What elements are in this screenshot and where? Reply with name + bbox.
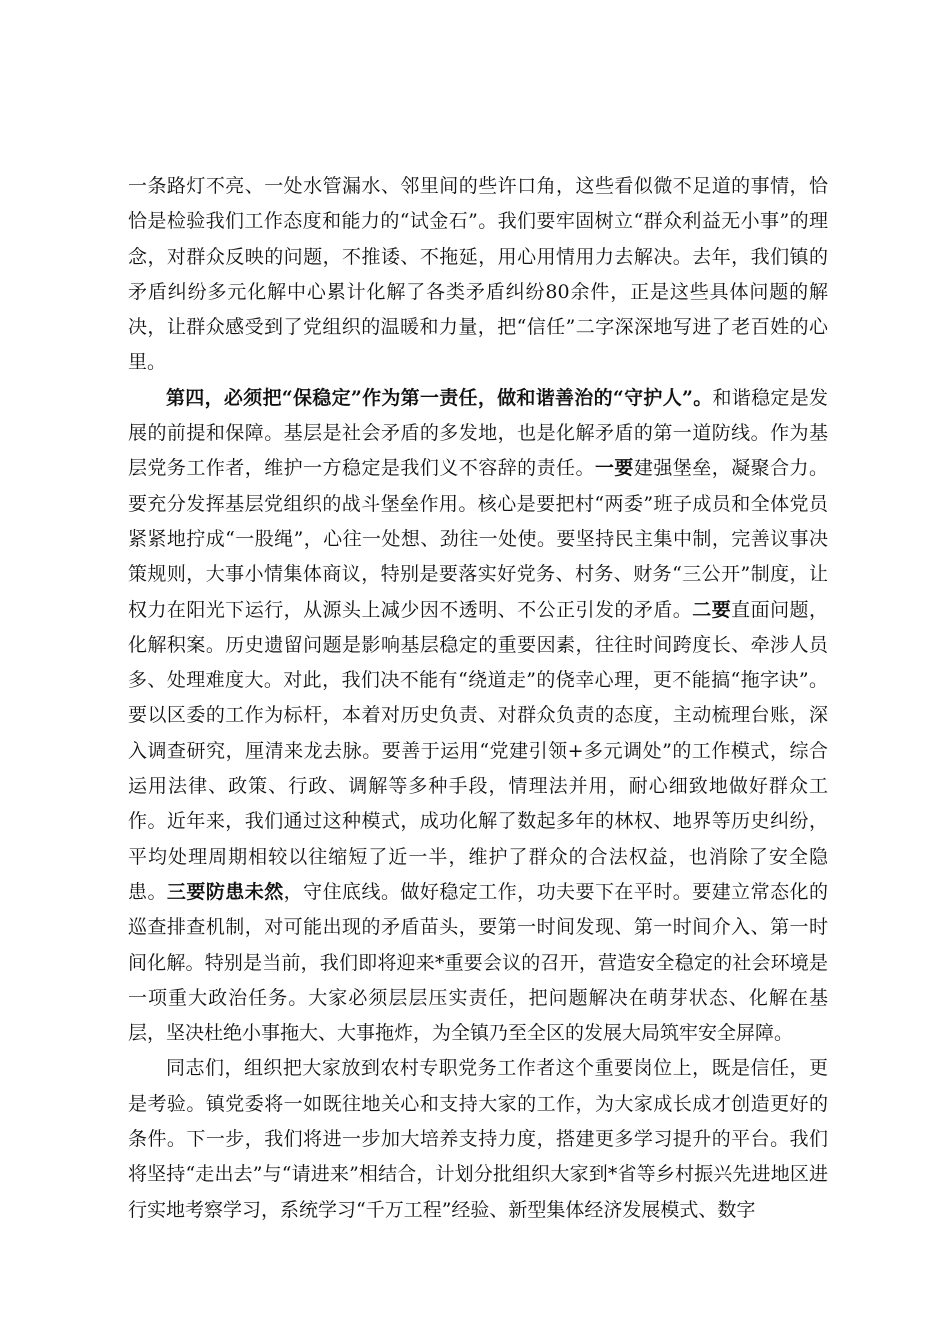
document-page <box>128 169 828 1228</box>
point-three-marker: 三要防患未然 <box>166 880 284 903</box>
section-four-heading: 第四，必须把“保稳定”作为第一责任，做和谐善治的“守护人”。 <box>166 386 713 409</box>
point-three-text: ，守住底线。做好稳定工作，功夫要下在平时。要建立常态化的巡查排查机制，对可能出现的矛盾苗头，要第一时间发现、第一时间介入、第一时间化解。特别是当前，我们即将迎来*重要会议的召开，营造安全稳定的社会环境是一项重大政治任务。大家必须层层压实责任，把问题解决在萌芽状态、化解在基层，坚决杜绝小事拖大、大事拖炸，为全镇乃至全区的发展大局筑牢安全屏障。 <box>128 880 828 1045</box>
point-one-marker: 一要 <box>594 457 634 480</box>
paragraph-1-text: 一条路灯不亮、一处水管漏水、邻里间的些许口角，这些看似微不足道的事情，恰恰是检验我们工作态度和能力的“试金石”。我们要牢固树立“群众利益无小事”的理念，对群众反映的问题，不推诿、不拖延，用心用情用力去解决。去年，我们镇的矛盾纠纷多元化解中心累计化解了各类矛盾纠纷80余件，正是这些具体问题的解决，让群众感受到了党组织的温暖和力量，把“信任”二字深深地写进了老百姓的心里。 <box>128 175 828 374</box>
paragraph-2 <box>128 381 828 1052</box>
point-two-text: 直面问题，化解积案。历史遗留问题是影响基层稳定的重要因素，往往时间跨度长、牵涉人员多、处理难度大。对此，我们决不能有“绕道走”的侥幸心理，更不能搞“拖字诀”。要以区委的工作为标杆，本着对历史负责、对群众负责的态度，主动梳理台账，深入调查研究，厘清来龙去脉。要善于运用“党建引领+多元调处”的工作模式，综合运用法律、政策、行政、调解等多种手段，情理法并用，耐心细致地做好群众工作。近年来，我们通过这种模式，成功化解了数起多年的林权、地界等历史纠纷，平均处理周期相较以往缩短了近一半，维护了群众的合法权益，也消除了安全隐患。 <box>128 598 828 903</box>
paragraph-1 <box>128 169 828 381</box>
paragraph-3 <box>128 1051 828 1227</box>
point-one-text: 建强堡垒，凝聚合力。要充分发挥基层党组织的战斗堡垒作用。核心是要把村“两委”班子成员和全体党员紧紧地拧成“一股绳”，心往一处想、劲往一处使。要坚持民主集中制，完善议事决策规则，大事小情集体商议，特别是要落实好党务、村务、财务“三公开”制度，让权力在阳光下运行，从源头上减少因不透明、不公正引发的矛盾。 <box>128 457 828 621</box>
point-two-marker: 二要 <box>692 598 732 621</box>
paragraph-3-text: 同志们，组织把大家放到农村专职党务工作者这个重要岗位上，既是信任，更是考验。镇党委将一如既往地关心和支持大家的工作，为大家成长成才创造更好的条件。下一步，我们将进一步加大培养支持力度，搭建更多学习提升的平台。我们将坚持“走出去”与“请进来”相结合，计划分批组织大家到*省等乡村振兴先进地区进行实地考察学习，系统学习“千万工程”经验、新型集体经济发展模式、数字 <box>128 1057 828 1221</box>
paragraph-2-intro: 和谐稳定是发展的前提和保障。基层是社会矛盾的多发地，也是化解矛盾的第一道防线。作为基层党务工作者，维护一方稳定是我们义不容辞的责任。 <box>128 386 828 480</box>
